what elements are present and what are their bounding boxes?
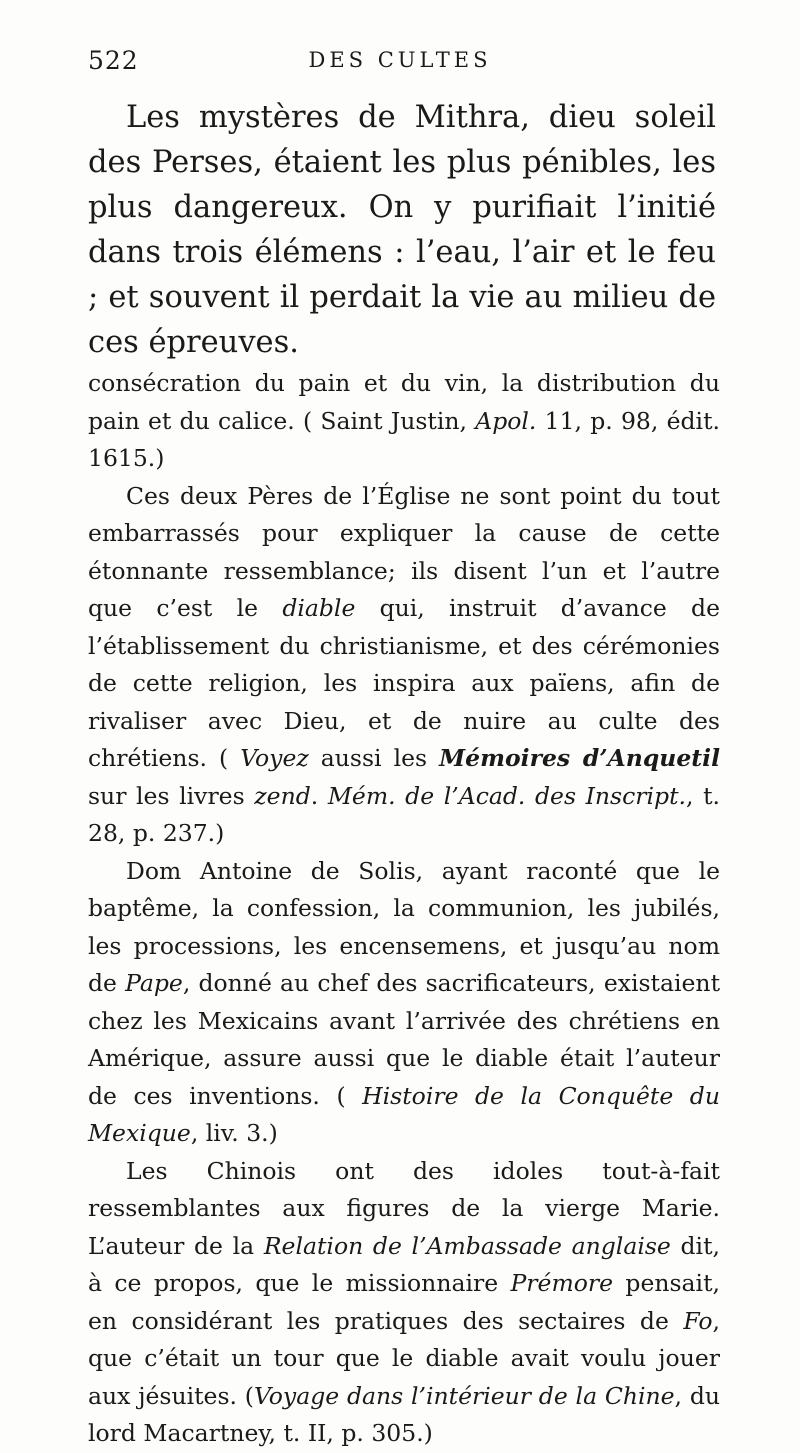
- note-text: , t. 28, p. 237.): [88, 781, 720, 847]
- note-text: qui, instruit d’avance de l’établissement du christianisme, et des cérémonies de cette religion, les inspira aux païens, afin de rivaliser avec Dieu, et de nuire au culte des chrétiens. (: [88, 594, 720, 772]
- note-text: Dom Antoine de Solis, ayant raconté que le baptême, la confession, la communion, les jubilés, les processions, les encensemens, et jusqu’au nom de: [88, 856, 720, 997]
- note-citation: Apol.: [475, 406, 537, 435]
- voyage-title: Voyage dans l’intérieur de la Chine: [253, 1381, 675, 1410]
- note-text: Ces deux Pères de l’Église ne sont point du tout embarrassés pour expliquer la cause de cette étonnante ressemblance; ils disent l’un et l’autre que c’est le: [88, 481, 720, 622]
- academy-reference: Mém. de l’Acad. des Inscript.: [327, 781, 686, 810]
- note-paragraph-1: [88, 365, 720, 478]
- emphasis-premore: Prémore: [510, 1269, 614, 1297]
- note-paragraph-4: [88, 1153, 720, 1453]
- note-text: pensait, en considérant les pratiques des sectaires de: [88, 1269, 720, 1335]
- relation-title: Relation de l’Ambassade anglaise: [263, 1231, 671, 1260]
- histoire-title: Histoire de la Conquête du Mexique: [88, 1081, 720, 1147]
- main-text: [88, 95, 716, 365]
- note-text: 11, p. 98, édit. 1615.): [88, 406, 720, 472]
- note-text: , liv. 3.): [190, 1119, 278, 1147]
- note-text: aussi les: [308, 744, 440, 772]
- footnotes: [88, 365, 720, 1453]
- note-paragraph-3: [88, 853, 720, 1153]
- page-header: [88, 46, 712, 86]
- voyez-reference: Voyez: [240, 744, 309, 772]
- note-text: Les Chinois ont des idoles tout-à-fait ressemblantes aux figures de la vierge Marie. L’auteur de la: [88, 1156, 720, 1260]
- note-text: sur les livres: [88, 781, 255, 810]
- emphasis-fo: Fo: [683, 1306, 713, 1335]
- note-paragraph-2: [88, 478, 720, 853]
- memoires-title: Mémoires d’Anquetil: [439, 744, 720, 772]
- zend-title: zend: [254, 781, 311, 810]
- note-text: , donné au chef des sacrificateurs, existaient chez les Mexicains avant l’arrivée des chrétiens en Amérique, assure aussi que le diable était l’auteur de ces inventions. (: [88, 969, 721, 1110]
- note-text: .: [310, 781, 328, 810]
- note-text: , que c’était un tour que le diable avait voulu jouer aux jésuites. (: [88, 1306, 720, 1410]
- note-text: dit, à ce propos, que le missionnaire: [88, 1231, 720, 1297]
- emphasis-diable: diable: [282, 594, 356, 622]
- page-number: 522: [88, 46, 139, 75]
- main-paragraph: Les mystères de Mithra, dieu soleil des Perses, étaient les plus pénibles, les plus dangereux. On y purifiait l’initié dans trois élémens : l’eau, l’air et le feu ; et souvent il perdait la vie au milieu de ces épreuves.: [88, 100, 716, 360]
- note-text: , du lord Macartney, t. II, p. 305.): [88, 1381, 720, 1447]
- note-text: consécration du pain et du vin, la distribution du pain et du calice. ( Saint Justin,: [88, 369, 720, 435]
- running-head: DES CULTES: [308, 48, 492, 72]
- emphasis-pape: Pape: [125, 969, 183, 997]
